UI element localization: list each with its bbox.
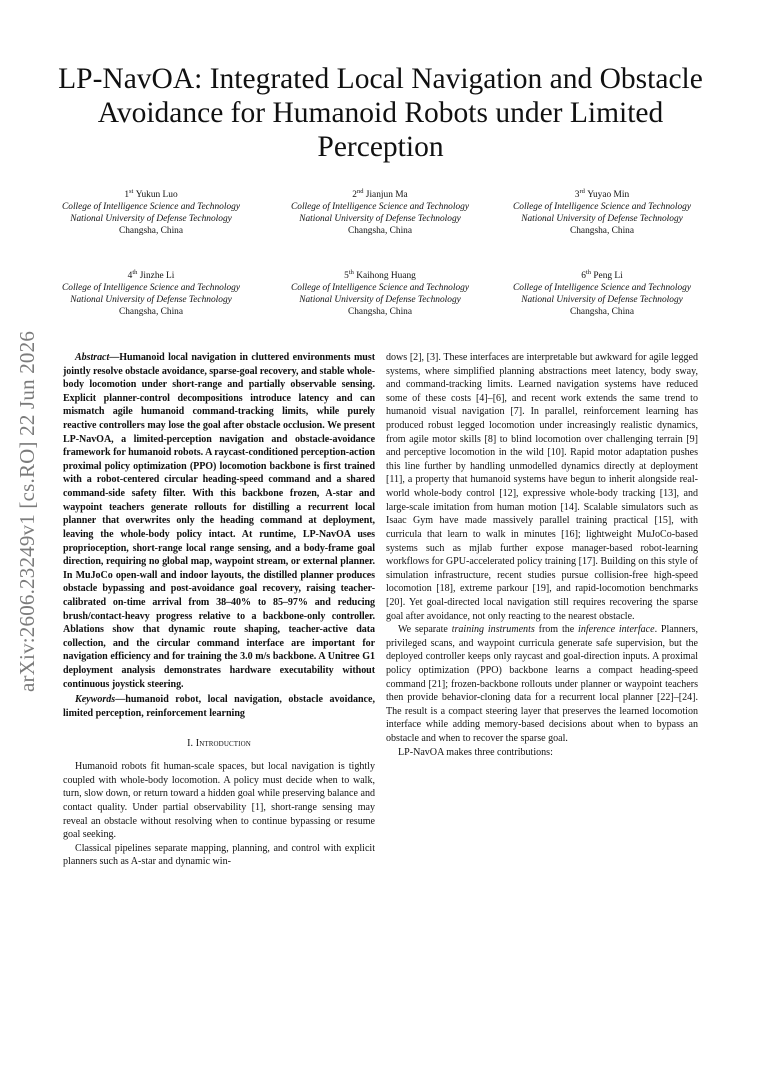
arxiv-stamp-text: arXiv:2606.23249v1 [cs.RO] 22 Jun 2026 — [15, 330, 40, 692]
author-3: 3rd Yuyao Min College of Intelligence Science and Technology National University of Defense Technology Changsha, China — [513, 188, 691, 237]
intro-paragraph-1: Humanoid robots fit human-scale spaces, but local navigation is tightly coupled with whole-body locomotion. A policy must decide when to walk, turn, slow down, or return toward a hidden goal while preserving balance and contact quality. Under partial observability [1], short-range sensing may reveal an obstacle without resolving when to continue bypassing or resume goal seeking. — [63, 761, 375, 841]
right-column — [386, 351, 698, 759]
author-name: Jianjun Ma — [365, 190, 408, 201]
author-6: 6th Peng Li College of Intelligence Science and Technology National University of Defense Technology Changsha, China — [513, 269, 691, 318]
paper-title: LP-NavOA: Integrated Local Navigation and Obstacle Avoidance for Humanoid Robots under Limited Perception — [58, 63, 703, 164]
left-column — [63, 351, 375, 869]
author-5: 5th Kaihong Huang College of Intelligence Science and Technology National University of Defense Technology Changsha, China — [291, 269, 469, 318]
section-heading: I. Introduction — [187, 738, 251, 750]
intro-paragraph-4: LP-NavOA makes three contributions: — [398, 746, 553, 758]
intro-paragraph-3: We separate training instruments from the inference interface. Planners, privileged scans, and waypoint curricula generate safe supervision, but the deployed controller keeps only raycast and goal-direction inputs. A proximal policy optimization (PPO) backbone learns a compact heading-speed command [21]; frozen-backbone rollouts under planner or waypoint teachers then provide behavior-cloning data for a recurrent local planner [22]–[24]. The result is a compact steering layer that preserves the learned locomotion interface while adding memory-based decisions about when to bypass an obstacle and when to recover the sparse goal. — [386, 624, 699, 745]
author-1: 1st Yukun Luo College of Intelligence Science and Technology National University of Defense Technology Changsha, China — [62, 188, 240, 237]
abstract: Abstract—Humanoid local navigation in cluttered environments must jointly resolve obstacle avoidance, sparse-goal recovery, and stable whole-body locomotion under short-range and partially observable sensing. Explicit planner-control decompositions introduce latency and can mismatch agile humanoid command-tracking limits, while purely reactive controllers may lose the goal after obstacle occlusion. We present LP-NavOA, a limited-perception navigation and obstacle-avoidance framework for humanoid robots. A raycast-conditioned perception-action proximal policy optimization (PPO) locomotion backbone is first trained with a robot-centered circular heading-speed command and a shared command-side safety filter. With this backbone frozen, A-star and waypoint teachers generate rollouts for distilling a recurrent local planner that overwrites only the heading command at deployment, leaving the whole-body policy intact. At runtime, LP-NavOA uses proprioception, short-range local range sensing, and a body-frame goal direction, requiring no global map, waypoint stream, or external planner. In MuJoCo open-wall and indoor layouts, the distilled planner produces obstacle bypassing and post-avoidance goal recovery, raising teacher-calibrated on-time arrival from 38–40% to 85–97% and reducing brush/contact-heavy progress relative to a backbone-only controller. Ablations show that dynamic route shaping, teacher-active data collection, and the circular command interface are important for navigation efficiency and for training the 3.0 m/s backbone. A Unitree G1 deployment analysis demonstrates hardware executability without continuous joystick steering. — [63, 352, 375, 690]
author-name: Yuyao Min — [587, 190, 630, 201]
author-name: Yukun Luo — [135, 190, 178, 201]
author-name: Jinzhe Li — [139, 271, 175, 282]
author-name: Peng Li — [593, 271, 623, 282]
author-4: 4th Jinzhe Li College of Intelligence Science and Technology National University of Defense Technology Changsha, China — [62, 269, 240, 318]
arxiv-stamp — [12, 318, 44, 704]
keywords: Keywords—humanoid robot, local navigation, obstacle avoidance, limited perception, reinforcement learning — [63, 694, 375, 719]
intro-paragraph-2-start: Classical pipelines separate mapping, planning, and control with explicit planners such as A-star and dynamic win- — [63, 842, 375, 868]
author-2: 2nd Jianjun Ma College of Intelligence Science and Technology National University of Defense Technology Changsha, China — [291, 188, 469, 237]
author-name: Kaihong Huang — [356, 271, 416, 282]
intro-paragraph-2-cont: dows [2], [3]. These interfaces are interpretable but awkward for agile legged systems, where simplified planning abstractions meet latency, body sway, and command-tracking limits. Learned navigation systems have reduced some of these costs [4]–[6], and recent work extends the same trend to humanoid visual navigation [7]. In parallel, reinforcement learning has produced robust legged locomotion under increasingly realistic dynamics, from agile motor skills [8] to blind locomotion over challenging terrain [9] and perceptive locomotion in the wild [10]. Rapid motor adaptation pushes this line further by handling unmodelled dynamics directly at deployment [11], a property that humanoid systems have begun to inherit alongside real-world whole-body control [12], expressive whole-body tracking [13], and large-scale imitation from human motion [14]. Scalable simulators such as Isaac Gym have made massively parallel training practical [15], with curricula that learn to walk in minutes [16]; lightweight MuJoCo-based systems such as mjlab further expose manager-based robot-learning workflows for GPU-accelerated policy training [17]. Building on this style of simulation infrastructure, recent studies pursue collision-free high-speed locomotion [18], extreme parkour [19], and rapid-locomotion benchmarks [20]. Yet goal-directed local navigation still requires recovering the sparse goal after avoidance, not only reacting to the nearest obstacle. — [386, 352, 698, 622]
